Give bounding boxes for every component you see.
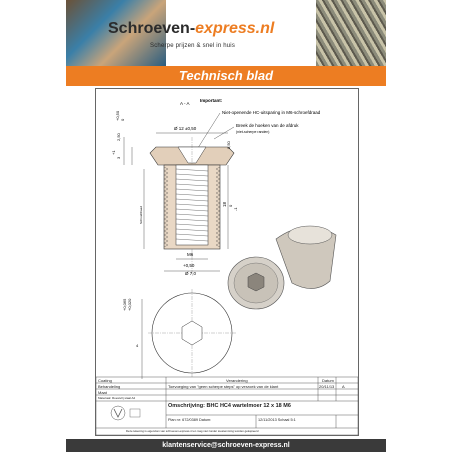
dim-top-tol2: 0 <box>120 118 125 121</box>
title-block-logo <box>111 406 140 420</box>
tb-row1-col2: Verandering <box>226 378 248 383</box>
tb-row3-label: Maat <box>98 390 107 395</box>
dim-head-dia: Ø 12 ±0,50 <box>174 126 197 131</box>
tb-row1-col3: Datum <box>322 378 334 383</box>
note-hex: Niet-openende HC-uitsparing in M6-schroefdraad <box>222 110 321 115</box>
wartelmoer-3d-render <box>228 226 336 309</box>
note-chamfer-sub: (niet-scherpe randen) <box>236 130 270 134</box>
dim-bottom-tol: +0,065 <box>122 298 127 311</box>
tb-description: Omschrijving: BHC HC4 wartelmoer 12 x 18 M6 <box>168 403 291 409</box>
page-title: Technisch blad <box>66 66 386 86</box>
dim-head-height-3: +1 <box>111 150 116 155</box>
footer-email[interactable]: klantenservice@schroeven-express.nl <box>66 439 386 452</box>
tb-disclaimer: Deze tekening is eigendom van schroeven-express.nl en mag niet zonder toestemming worden gekopieerd <box>126 429 259 433</box>
dim-m6: M6 <box>187 252 194 257</box>
brand-name: Schroeven- <box>108 20 196 37</box>
dim-thread-label: Schroefdraad <box>139 205 143 224</box>
dim-bottom-tol2: +0,020 <box>127 298 132 311</box>
dim-length: 18 <box>222 201 227 207</box>
technical-drawing-sheet <box>95 88 359 436</box>
dim-length-tol2: -1 <box>233 207 238 211</box>
dim-body-tol: +0,50 <box>183 263 195 268</box>
tb-date-scale: 12/11/2013 Schaal 5:1 <box>258 418 296 422</box>
brand-tagline: Scherpe prijzen & snel in huis <box>150 43 236 49</box>
brand-name-accent: express.nl <box>195 20 275 37</box>
screws-photo <box>316 0 386 66</box>
leader-line <box>196 113 220 151</box>
tb-material: Materiaal: Roestvrij staal A2 <box>98 396 136 400</box>
tb-row1-label: Coating <box>98 378 112 383</box>
dim-hex: 4 <box>136 343 139 348</box>
tb-row2-rev: A <box>342 384 345 389</box>
dim-chamfer: 0,50 <box>226 141 231 149</box>
tb-row2-label: Behandeling <box>98 384 121 389</box>
tb-row2-text: Toevoeging van "geen scherpe steps" op verzoek van de klant <box>168 384 279 389</box>
notes-heading: Important: <box>200 98 223 103</box>
dim-head-height: 2,50 <box>116 133 121 141</box>
dim-top-tol: +0,50 <box>115 110 120 121</box>
tb-row2-date: 20/11/13 <box>319 384 335 389</box>
brand-logo[interactable] <box>108 20 274 38</box>
section-label: A - A <box>180 101 190 106</box>
dim-body-dia: Ø 7,0 <box>185 271 197 276</box>
dim-head-height-2: 3 <box>116 156 121 159</box>
dim-length-tol: 0 <box>228 204 233 207</box>
tb-plan-nr: Plan nr: 672/0389 Datum: <box>168 418 212 422</box>
note-chamfer: Breek de hoeken van de afdruk <box>236 123 299 128</box>
